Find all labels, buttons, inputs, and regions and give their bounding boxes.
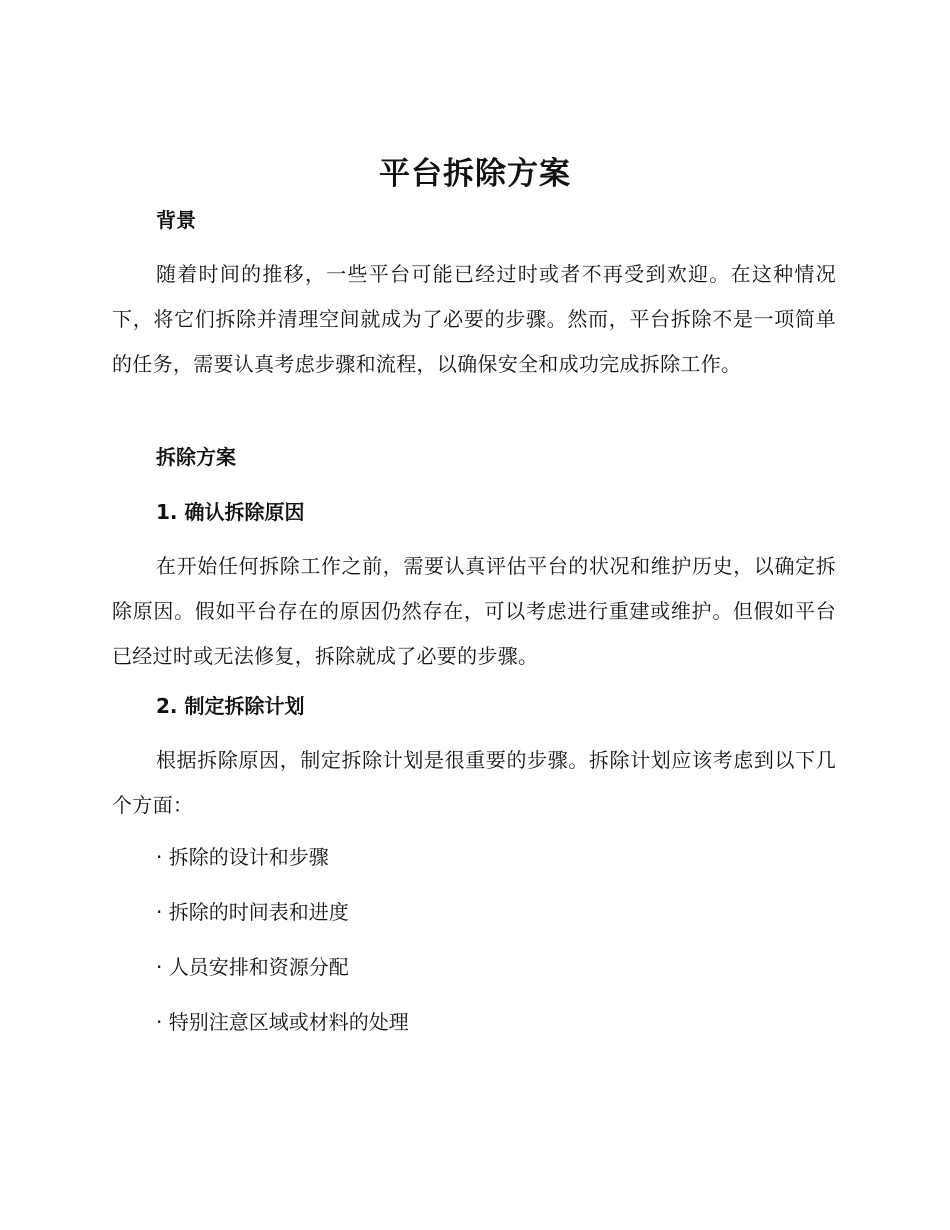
list-item: · 人员安排和资源分配 — [156, 955, 349, 979]
document-title: 平台拆除方案 — [379, 156, 571, 192]
section2-heading: 2. 制定拆除计划 — [156, 694, 305, 718]
section1-paragraph: 在开始任何拆除工作之前，需要认真评估平台的状况和维护历史，以确定拆除原因。假如平台存在的原因仍然存在，可以考虑进行重建或维护。但假如平台已经过时或无法修复，拆除就成了必要的步骤。 — [112, 554, 836, 668]
section1-heading: 1. 确认拆除原因 — [156, 500, 305, 524]
list-item: · 拆除的时间表和进度 — [156, 900, 349, 924]
plan-heading: 拆除方案 — [156, 445, 236, 469]
background-paragraph: 随着时间的推移，一些平台可能已经过时或者不再受到欢迎。在这种情况下，将它们拆除并清理空间就成为了必要的步骤。然而，平台拆除不是一项简单的任务，需要认真考虑步骤和流程，以确保安全和成功完成拆除工作。 — [112, 262, 836, 376]
section2-paragraph: 根据拆除原因，制定拆除计划是很重要的步骤。拆除计划应该考虑到以下几个方面： — [112, 748, 836, 817]
list-item: · 拆除的设计和步骤 — [156, 845, 329, 869]
background-heading: 背景 — [156, 208, 196, 232]
list-item: · 特别注意区域或材料的处理 — [156, 1010, 409, 1034]
